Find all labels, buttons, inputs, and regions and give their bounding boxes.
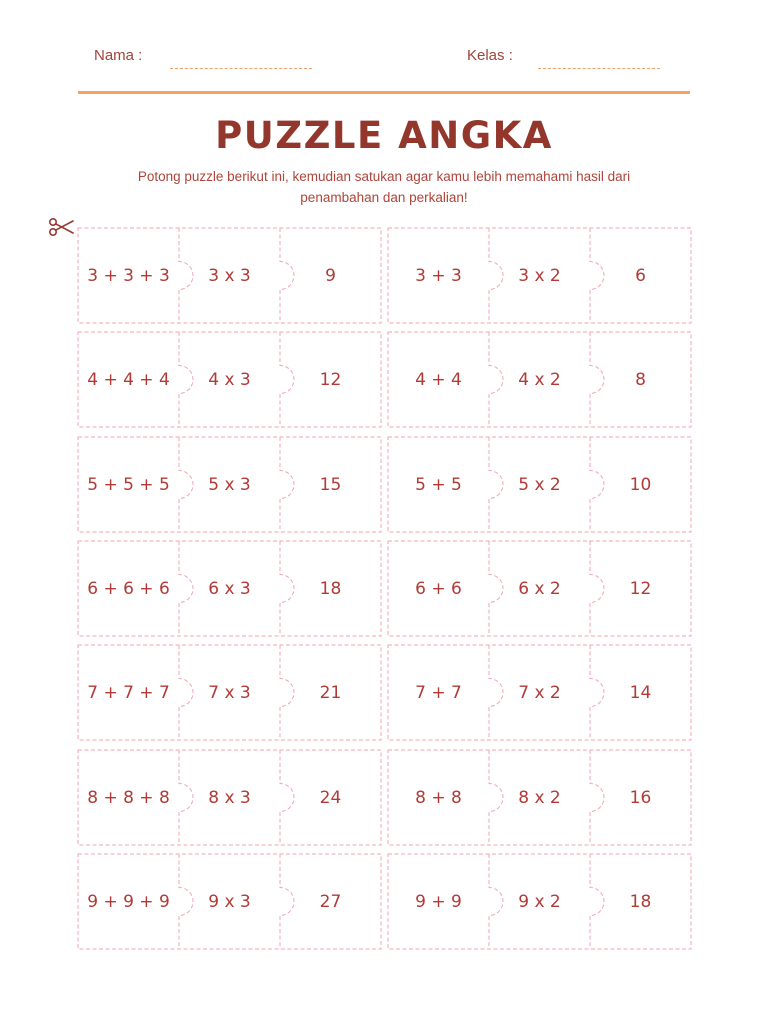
puzzle-piece-addition[interactable] xyxy=(388,854,489,949)
puzzle-piece-multiplication[interactable] xyxy=(489,854,590,949)
puzzle-piece-result[interactable] xyxy=(590,854,691,949)
puzzle-piece-label: 7 x 3 xyxy=(208,682,251,703)
puzzle-piece-label: 9 x 2 xyxy=(518,891,561,912)
puzzle-piece-result[interactable] xyxy=(280,645,381,740)
puzzle-piece-label: 9 x 3 xyxy=(208,891,251,912)
puzzle-piece-result[interactable] xyxy=(280,541,381,636)
page-title: PUZZLE ANGKA xyxy=(215,114,553,157)
puzzle-piece-label: 12 xyxy=(629,578,652,599)
puzzle-piece-label: 15 xyxy=(319,474,342,495)
puzzle-piece-label: 7 + 7 + 7 xyxy=(87,682,170,703)
puzzle-piece-label: 8 x 3 xyxy=(208,787,251,808)
puzzle-piece-result[interactable] xyxy=(590,228,691,323)
puzzle-piece-result[interactable] xyxy=(590,541,691,636)
puzzle-piece-multiplication[interactable] xyxy=(489,228,590,323)
puzzle-piece-addition[interactable] xyxy=(388,332,489,427)
puzzle-piece-label: 16 xyxy=(629,787,652,808)
puzzle-piece-label: 27 xyxy=(319,891,342,912)
puzzle-piece-addition[interactable] xyxy=(78,332,179,427)
puzzle-piece-label: 6 x 2 xyxy=(518,578,561,599)
puzzle-piece-multiplication[interactable] xyxy=(179,854,280,949)
puzzle-piece-label: 3 + 3 + 3 xyxy=(87,265,170,286)
puzzle-piece-result[interactable] xyxy=(280,332,381,427)
puzzle-piece-multiplication[interactable] xyxy=(489,541,590,636)
puzzle-piece-multiplication[interactable] xyxy=(179,645,280,740)
puzzle-piece-addition[interactable] xyxy=(78,228,179,323)
puzzle-piece-label: 4 + 4 xyxy=(415,369,462,390)
puzzle-piece-label: 5 + 5 xyxy=(415,474,462,495)
puzzle-piece-label: 3 x 2 xyxy=(518,265,561,286)
puzzle-piece-label: 6 + 6 xyxy=(415,578,462,599)
puzzle-piece-multiplication[interactable] xyxy=(489,437,590,532)
instruction-line-2: penambahan dan perkalian! xyxy=(300,190,468,205)
puzzle-piece-addition[interactable] xyxy=(78,854,179,949)
puzzle-piece-label: 9 + 9 xyxy=(415,891,462,912)
puzzle-piece-label: 7 x 2 xyxy=(518,682,561,703)
puzzle-piece-addition[interactable] xyxy=(78,750,179,845)
puzzle-piece-addition[interactable] xyxy=(388,541,489,636)
puzzle-piece-result[interactable] xyxy=(280,437,381,532)
puzzle-piece-label: 18 xyxy=(629,891,652,912)
puzzle-piece-addition[interactable] xyxy=(78,541,179,636)
puzzle-piece-multiplication[interactable] xyxy=(179,437,280,532)
puzzle-piece-label: 10 xyxy=(629,474,652,495)
puzzle-piece-label: 24 xyxy=(319,787,342,808)
puzzle-piece-label: 14 xyxy=(629,682,652,703)
puzzle-piece-addition[interactable] xyxy=(78,437,179,532)
puzzle-piece-result[interactable] xyxy=(590,437,691,532)
puzzle-piece-result[interactable] xyxy=(280,228,381,323)
puzzle-piece-label: 5 x 2 xyxy=(518,474,561,495)
puzzle-piece-multiplication[interactable] xyxy=(489,645,590,740)
puzzle-piece-multiplication[interactable] xyxy=(489,750,590,845)
puzzle-piece-result[interactable] xyxy=(280,854,381,949)
puzzle-piece-multiplication[interactable] xyxy=(179,228,280,323)
puzzle-piece-label: 8 x 2 xyxy=(518,787,561,808)
puzzle-piece-result[interactable] xyxy=(280,750,381,845)
puzzle-piece-addition[interactable] xyxy=(388,645,489,740)
puzzle-piece-label: 9 xyxy=(325,265,336,286)
puzzle-piece-addition[interactable] xyxy=(388,437,489,532)
puzzle-piece-label: 6 xyxy=(635,265,646,286)
puzzle-piece-label: 12 xyxy=(319,369,342,390)
puzzle-piece-multiplication[interactable] xyxy=(179,332,280,427)
puzzle-piece-label: 4 x 2 xyxy=(518,369,561,390)
puzzle-piece-multiplication[interactable] xyxy=(179,750,280,845)
name-label: Nama : xyxy=(94,47,143,64)
puzzle-piece-label: 6 x 3 xyxy=(208,578,251,599)
puzzle-piece-multiplication[interactable] xyxy=(179,541,280,636)
puzzle-piece-multiplication[interactable] xyxy=(489,332,590,427)
puzzle-piece-label: 21 xyxy=(319,682,342,703)
puzzle-piece-addition[interactable] xyxy=(78,645,179,740)
puzzle-piece-label: 4 x 3 xyxy=(208,369,251,390)
puzzle-piece-addition[interactable] xyxy=(388,228,489,323)
puzzle-piece-label: 5 + 5 + 5 xyxy=(87,474,170,495)
puzzle-piece-label: 9 + 9 + 9 xyxy=(87,891,170,912)
puzzle-piece-label: 18 xyxy=(319,578,342,599)
puzzle-piece-label: 4 + 4 + 4 xyxy=(87,369,170,390)
puzzle-piece-result[interactable] xyxy=(590,332,691,427)
instruction-line-1: Potong puzzle berikut ini, kemudian satukan agar kamu lebih memahami hasil dari xyxy=(137,169,631,184)
puzzle-piece-label: 7 + 7 xyxy=(415,682,462,703)
puzzle-piece-label: 6 + 6 + 6 xyxy=(87,578,170,599)
puzzle-piece-result[interactable] xyxy=(590,645,691,740)
puzzle-piece-label: 3 x 3 xyxy=(208,265,251,286)
puzzle-piece-label: 8 + 8 xyxy=(415,787,462,808)
puzzle-piece-label: 8 xyxy=(635,369,646,390)
puzzle-piece-label: 5 x 3 xyxy=(208,474,251,495)
class-label: Kelas : xyxy=(467,47,513,64)
puzzle-piece-label: 8 + 8 + 8 xyxy=(87,787,170,808)
puzzle-piece-label: 3 + 3 xyxy=(415,265,462,286)
puzzle-piece-result[interactable] xyxy=(590,750,691,845)
puzzle-piece-addition[interactable] xyxy=(388,750,489,845)
